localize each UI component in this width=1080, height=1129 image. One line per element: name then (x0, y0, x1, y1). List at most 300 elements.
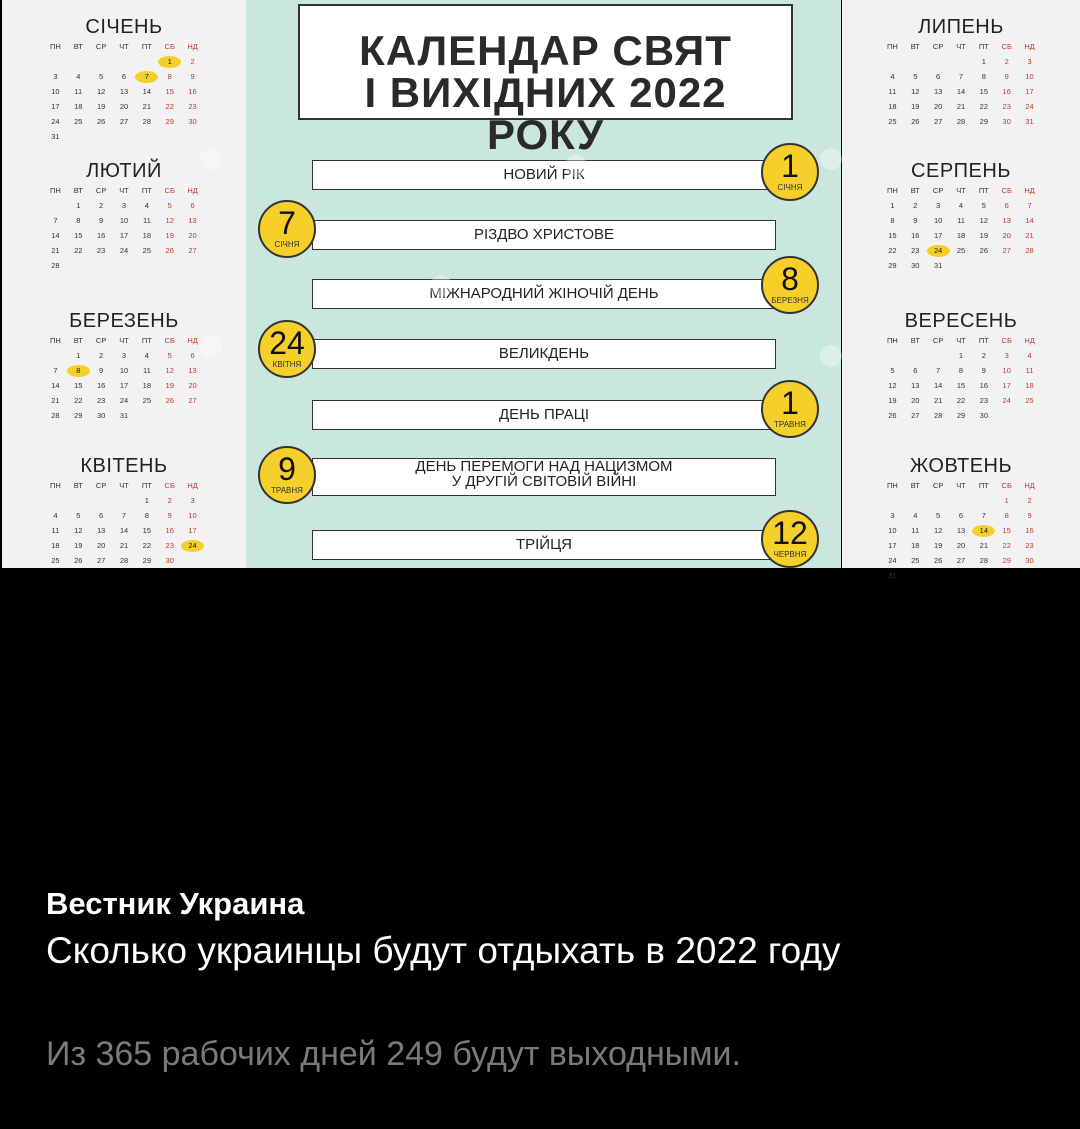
weekday-header: ЧТ (119, 336, 129, 345)
calendar-day: 1 (158, 56, 181, 68)
weekday-header: ВТ (73, 42, 83, 51)
calendar-day: 1 (144, 496, 149, 505)
calendar-day: 12 (911, 87, 920, 96)
calendar-day: 29 (979, 117, 989, 126)
month-name: ЛЮТИЙ (86, 160, 162, 182)
calendar-day: 21 (979, 541, 989, 550)
empty-day (67, 56, 90, 68)
calendar-day: 15 (165, 87, 174, 96)
weekday-header: ПН (887, 481, 898, 490)
calendar-day: 10 (1025, 72, 1034, 81)
calendar-day: 12 (165, 216, 174, 225)
month-day-grid (44, 185, 204, 272)
weekday-header: СБ (1001, 42, 1012, 51)
calendar-day: 5 (167, 351, 172, 360)
calendar-day: 3 (121, 201, 127, 210)
date-badge-day: 12 (772, 515, 808, 551)
calendar-day: 1 (1004, 496, 1009, 505)
calendar-day: 6 (190, 351, 195, 360)
calendar-day: 22 (888, 246, 897, 255)
weekday-header: ПН (887, 42, 898, 51)
calendar-day: 4 (144, 351, 149, 360)
calendar-day: 26 (888, 411, 897, 420)
calendar-day: 8 (67, 365, 90, 377)
calendar-day: 24 (181, 540, 204, 552)
calendar-day: 29 (142, 556, 152, 565)
calendar-day: 18 (956, 231, 966, 240)
calendar-day: 25 (74, 117, 83, 126)
calendar-day: 5 (167, 201, 172, 210)
calendar-day: 26 (96, 117, 106, 126)
holiday-label: ВЕЛИКДЕНЬ (312, 339, 776, 369)
weekday-header: СР (932, 186, 944, 195)
calendar-day: 29 (74, 411, 83, 420)
calendar-day: 3 (936, 201, 941, 210)
calendar-day: 17 (51, 102, 60, 111)
holiday-panel (246, 0, 841, 568)
date-badge (761, 380, 819, 438)
date-badge-day: 1 (781, 385, 799, 421)
calendar-day: 5 (913, 72, 918, 81)
calendar-day: 16 (165, 526, 174, 535)
calendar-day: 11 (74, 87, 83, 96)
calendar-day: 12 (979, 216, 989, 225)
date-badge-month: КВІТНЯ (272, 360, 302, 369)
calendar-day: 13 (911, 381, 920, 390)
calendar-day: 27 (933, 117, 943, 126)
date-badge (258, 200, 316, 258)
calendar-day: 25 (956, 246, 966, 255)
weekday-header: ПТ (141, 336, 152, 345)
empty-day (904, 495, 927, 507)
calendar-day: 11 (957, 216, 965, 225)
calendar-day: 19 (911, 102, 920, 111)
weekday-header: ЧТ (119, 186, 129, 195)
weekday-header: ПН (50, 481, 61, 490)
holiday-label: РІЗДВО ХРИСТОВЕ (312, 220, 776, 250)
month-calendar (842, 310, 1080, 422)
weekday-header: СР (95, 336, 107, 345)
calendar-day: 13 (188, 366, 197, 375)
empty-day (972, 495, 995, 507)
calendar-day: 24 (1002, 396, 1011, 405)
weekday-header: СР (932, 481, 944, 490)
calendar-day: 19 (165, 381, 174, 390)
calendar-day: 17 (1025, 87, 1034, 96)
calendar-day: 22 (979, 102, 989, 111)
calendar-day: 16 (1002, 87, 1011, 96)
calendar-day: 1 (76, 351, 81, 360)
calendar-day: 28 (956, 117, 966, 126)
calendar-day: 18 (1025, 381, 1034, 390)
calendar-day: 27 (188, 396, 197, 405)
weekday-header: ВТ (910, 186, 920, 195)
weekday-header: ПН (887, 336, 898, 345)
calendar-day: 29 (888, 261, 897, 270)
calendar-day: 20 (956, 541, 966, 550)
calendar-day: 19 (933, 541, 943, 550)
right-calendar-column (842, 0, 1080, 580)
subtitle: Из 365 рабочих дней 249 будут выходными. (46, 1035, 741, 1073)
date-badge-day: 9 (278, 451, 296, 487)
month-calendar (2, 455, 246, 567)
empty-day (881, 495, 904, 507)
weekday-header: ПТ (141, 42, 152, 51)
weekday-header: НД (187, 186, 198, 195)
calendar-day: 29 (165, 117, 174, 126)
calendar-day: 2 (167, 496, 172, 505)
calendar-day: 31 (888, 571, 897, 580)
calendar-day: 24 (1025, 102, 1034, 111)
calendar-day: 16 (1025, 526, 1034, 535)
calendar-day: 18 (51, 541, 60, 550)
calendar-day: 27 (956, 556, 966, 565)
calendar-day: 2 (99, 201, 104, 210)
calendar-day: 18 (911, 541, 920, 550)
calendar-day: 2 (913, 201, 918, 210)
calendar-day: 10 (51, 87, 60, 96)
calendar-day: 7 (53, 216, 58, 225)
empty-day (90, 495, 113, 507)
calendar-day: 19 (165, 231, 174, 240)
calendar-day: 31 (51, 132, 60, 141)
calendar-day: 20 (911, 396, 920, 405)
calendar-day: 21 (51, 396, 60, 405)
calendar-day: 4 (890, 72, 895, 81)
date-badge-day: 24 (269, 325, 305, 361)
calendar-day: 22 (74, 246, 83, 255)
date-badge-day: 7 (278, 205, 296, 241)
calendar-day: 7 (936, 366, 941, 375)
calendar-day: 4 (1027, 351, 1032, 360)
calendar-day: 21 (956, 102, 966, 111)
calendar-day: 27 (1002, 246, 1011, 255)
calendar-day: 2 (1027, 496, 1032, 505)
calendar-day: 28 (51, 411, 60, 420)
date-badge (761, 143, 819, 201)
weekday-header: ПТ (141, 186, 152, 195)
weekday-header: ПН (887, 186, 898, 195)
calendar-day: 30 (188, 117, 197, 126)
weekday-header: ПН (50, 336, 61, 345)
calendar-day: 25 (142, 396, 152, 405)
month-day-grid (44, 335, 204, 422)
calendar-day: 15 (1002, 526, 1011, 535)
empty-day (44, 200, 67, 212)
calendar-day: 20 (119, 102, 129, 111)
holiday-label-line: У ДРУГІЙ СВІТОВІЙ ВІЙНІ (451, 473, 637, 490)
holiday-label: ТРІЙЦЯ (312, 530, 776, 560)
watermark-logo (565, 155, 587, 177)
calendar-day: 27 (119, 117, 129, 126)
calendar-day: 24 (119, 246, 129, 255)
calendar-day: 18 (888, 102, 897, 111)
calendar-day: 6 (190, 201, 195, 210)
weekday-header: ПТ (978, 481, 989, 490)
calendar-day: 26 (74, 556, 83, 565)
calendar-day: 10 (188, 511, 197, 520)
calendar-day: 14 (142, 87, 152, 96)
calendar-day: 19 (74, 541, 83, 550)
weekday-header: ВТ (910, 481, 920, 490)
calendar-day: 1 (958, 351, 964, 360)
calendar-day: 10 (119, 216, 129, 225)
calendar-day: 28 (51, 261, 60, 270)
weekday-header: ЧТ (956, 186, 966, 195)
empty-day (90, 56, 113, 68)
empty-day (44, 350, 67, 362)
calendar-day: 26 (165, 396, 174, 405)
calendar-day: 12 (888, 381, 897, 390)
date-badge (258, 320, 316, 378)
calendar-day: 22 (165, 102, 174, 111)
calendar-day: 8 (1004, 511, 1009, 520)
calendar-day: 2 (99, 351, 104, 360)
watermark-logo (430, 275, 452, 297)
calendar-day: 3 (53, 72, 58, 81)
calendar-day: 5 (936, 511, 941, 520)
calendar-day: 22 (74, 396, 83, 405)
calendar-day: 19 (888, 396, 897, 405)
date-badge-month: ТРАВНЯ (774, 420, 806, 429)
calendar-day: 4 (53, 511, 58, 520)
calendar-day: 10 (933, 216, 943, 225)
date-badge (761, 256, 819, 314)
calendar-day: 8 (167, 72, 172, 81)
calendar-day: 15 (956, 381, 966, 390)
calendar-day: 31 (1025, 117, 1034, 126)
calendar-day: 24 (888, 556, 897, 565)
calendar-day: 31 (933, 261, 943, 270)
calendar-day: 23 (979, 396, 989, 405)
calendar-day: 28 (142, 117, 152, 126)
holiday-label-line: ДЕНЬ ПЕРЕМОГИ НАД НАЦИЗМОМ (415, 458, 673, 475)
calendar-day: 2 (1004, 57, 1009, 66)
calendar-day: 6 (99, 511, 104, 520)
calendar-day: 21 (142, 102, 152, 111)
calendar-day: 19 (979, 231, 989, 240)
infographic-title (298, 4, 793, 158)
calendar-day: 9 (913, 216, 918, 225)
calendar-day: 14 (51, 231, 60, 240)
calendar-day: 24 (119, 396, 129, 405)
weekday-header: ПН (50, 186, 61, 195)
calendar-day: 8 (144, 511, 149, 520)
post-caption[interactable] (46, 886, 1046, 972)
calendar-day: 21 (51, 246, 60, 255)
month-day-grid (881, 185, 1041, 272)
calendar-day: 11 (51, 526, 60, 535)
calendar-day: 28 (979, 556, 989, 565)
calendar-day: 17 (119, 231, 129, 240)
weekday-header: НД (1024, 42, 1035, 51)
month-day-grid (881, 480, 1041, 582)
month-day-grid (44, 480, 204, 567)
holiday-label: МІЖНАРОДНИЙ ЖІНОЧІЙ ДЕНЬ (312, 279, 776, 309)
calendar-day: 1 (981, 57, 986, 66)
calendar-day: 28 (933, 411, 943, 420)
calendar-day: 24 (51, 117, 60, 126)
watermark-logo (200, 335, 222, 357)
calendar-day: 9 (99, 216, 104, 225)
month-name: БЕРЕЗЕНЬ (69, 310, 179, 332)
headline[interactable]: Сколько украинцы будут отдыхать в 2022 году (46, 930, 841, 971)
calendar-day: 17 (888, 541, 897, 550)
calendar-day: 26 (933, 556, 943, 565)
calendar-day: 25 (142, 246, 152, 255)
month-calendar (842, 160, 1080, 272)
calendar-day: 9 (99, 366, 104, 375)
calendar-day: 23 (1002, 102, 1011, 111)
month-day-grid (44, 41, 204, 143)
calendar-day: 23 (911, 246, 920, 255)
calendar-day: 4 (76, 72, 81, 81)
calendar-day: 18 (74, 102, 83, 111)
calendar-day: 12 (165, 366, 174, 375)
calendar-day: 30 (96, 411, 106, 420)
month-name: ЖОВТЕНЬ (909, 455, 1013, 477)
calendar-day: 31 (119, 411, 129, 420)
date-badge-month: СІЧНЯ (274, 240, 300, 249)
calendar-day: 16 (96, 381, 106, 390)
calendar-day: 11 (1025, 366, 1034, 375)
weekday-header: ПТ (141, 481, 152, 490)
weekday-header: СР (932, 42, 944, 51)
empty-day (904, 56, 927, 68)
calendar-day: 11 (142, 216, 151, 225)
weekday-header: СБ (164, 186, 175, 195)
calendar-day: 7 (135, 71, 158, 83)
empty-day (44, 495, 67, 507)
calendar-day: 13 (119, 87, 129, 96)
weekday-header: НД (187, 481, 198, 490)
date-badge-month: БЕРЕЗНЯ (771, 296, 809, 305)
calendar-day: 9 (981, 366, 986, 375)
calendar-day: 28 (1025, 246, 1034, 255)
calendar-day: 20 (1002, 231, 1011, 240)
calendar-day: 19 (96, 102, 106, 111)
calendar-day: 4 (144, 201, 149, 210)
calendar-day: 20 (96, 541, 106, 550)
weekday-header: НД (1024, 481, 1035, 490)
calendar-day: 25 (51, 556, 60, 565)
calendar-day: 20 (188, 231, 197, 240)
calendar-day: 5 (981, 201, 986, 210)
calendar-day: 6 (913, 366, 918, 375)
calendar-day: 7 (981, 511, 986, 520)
calendar-day: 1 (76, 201, 81, 210)
empty-day (113, 495, 136, 507)
calendar-day: 13 (956, 526, 966, 535)
date-badge (258, 446, 316, 504)
calendar-day: 21 (119, 541, 129, 550)
calendar-day: 23 (96, 246, 106, 255)
calendar-day: 7 (958, 72, 964, 81)
weekday-header: СР (95, 481, 107, 490)
calendar-day: 4 (958, 201, 964, 210)
calendar-day: 14 (119, 526, 129, 535)
calendar-day: 26 (911, 117, 920, 126)
month-name: ЛИПЕНЬ (918, 16, 1004, 38)
empty-day (113, 56, 136, 68)
calendar-day: 14 (956, 87, 966, 96)
empty-day (927, 495, 950, 507)
month-name: ВЕРЕСЕНЬ (904, 310, 1018, 332)
holiday-label: НОВИЙ РІК (312, 160, 776, 190)
weekday-header: ЧТ (956, 481, 966, 490)
calendar-day: 23 (1025, 541, 1034, 550)
weekday-header: НД (187, 42, 198, 51)
watermark-logo (820, 148, 842, 170)
calendar-day: 3 (1027, 57, 1032, 66)
weekday-header: СБ (164, 42, 175, 51)
calendar-day: 6 (958, 511, 964, 520)
calendar-day: 7 (53, 366, 58, 375)
left-calendar-column (2, 0, 246, 568)
calendar-day: 2 (981, 351, 986, 360)
month-name: СІЧЕНЬ (85, 16, 163, 38)
calendar-day: 9 (167, 511, 172, 520)
calendar-day: 3 (121, 351, 127, 360)
watermark-logo (820, 345, 842, 367)
calendar-day: 3 (890, 511, 895, 520)
calendar-day: 9 (190, 72, 195, 81)
month-name: СЕРПЕНЬ (911, 160, 1011, 182)
title-line-1: КАЛЕНДАР СВЯТ (359, 27, 732, 74)
calendar-day: 27 (96, 556, 106, 565)
calendar-day: 23 (96, 396, 106, 405)
weekday-header: ВТ (73, 481, 83, 490)
calendar-day: 15 (142, 526, 152, 535)
calendar-day: 24 (927, 245, 950, 257)
calendar-day: 4 (913, 511, 918, 520)
holiday-label: ДЕНЬ ПРАЦІ (312, 400, 776, 430)
calendar-day: 14 (1025, 216, 1034, 225)
calendar-day: 16 (188, 87, 197, 96)
calendar-day: 6 (1004, 201, 1009, 210)
source-name[interactable]: Вестник Украина (46, 886, 305, 921)
calendar-day: 8 (958, 366, 964, 375)
weekday-header: ЧТ (956, 336, 966, 345)
calendar-day: 25 (911, 556, 920, 565)
empty-day (927, 350, 950, 362)
weekday-header: НД (1024, 336, 1035, 345)
month-calendar (842, 16, 1080, 128)
calendar-day: 17 (188, 526, 197, 535)
calendar-day: 8 (890, 216, 895, 225)
month-day-grid (881, 335, 1041, 422)
calendar-day: 7 (1027, 201, 1032, 210)
calendar-day: 11 (888, 87, 897, 96)
calendar-day: 25 (1025, 396, 1034, 405)
calendar-day: 17 (933, 231, 943, 240)
calendar-day: 25 (888, 117, 897, 126)
calendar-day: 15 (74, 381, 83, 390)
empty-day (927, 56, 950, 68)
weekday-header: ПН (50, 42, 61, 51)
calendar-day: 22 (956, 396, 966, 405)
calendar-day: 8 (76, 216, 81, 225)
weekday-header: ВТ (910, 42, 920, 51)
calendar-day: 14 (972, 525, 995, 537)
calendar-day: 27 (911, 411, 920, 420)
calendar-day: 15 (74, 231, 83, 240)
weekday-header: СР (95, 42, 107, 51)
calendar-day: 16 (96, 231, 106, 240)
calendar-day: 18 (142, 231, 152, 240)
calendar-day: 21 (933, 396, 943, 405)
calendar-day: 9 (1004, 72, 1009, 81)
